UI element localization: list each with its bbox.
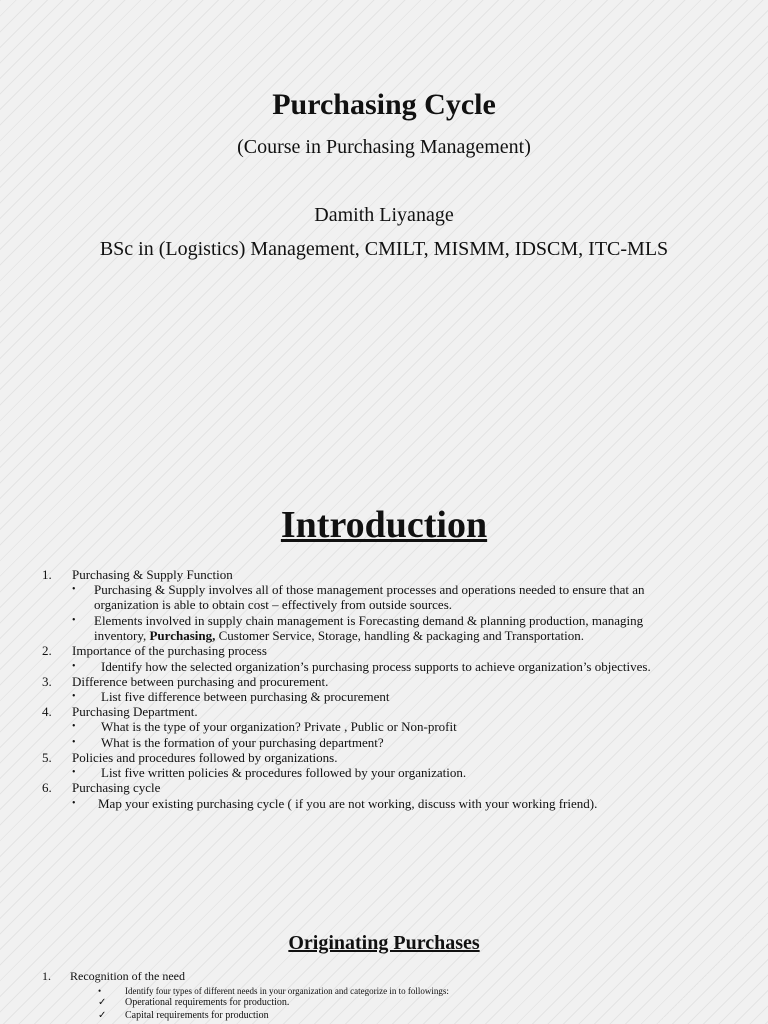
document-subtitle: (Course in Purchasing Management) [237,136,531,158]
sub-item-text: Map your existing purchasing cycle ( if you are not working, discuss with your working friend). [98,796,598,811]
bullet-icon: • [72,721,76,732]
author-name: Damith Liyanage [314,204,454,226]
list-item-label: Recognition of the need [70,969,185,983]
sub-item-text: List five difference between purchasing & procurement [101,689,390,704]
list-item-number: 2. [42,643,52,658]
sub-item-text-part: inventory, [94,628,150,643]
check-item-text: Capital requirements for production [125,1010,269,1021]
bullet-icon: • [98,986,102,996]
list-item-label: Purchasing cycle [72,780,161,795]
check-item-text: Operational requirements for production. [125,997,290,1008]
bullet-icon: • [72,661,76,672]
bullet-icon: • [72,767,76,778]
list-item-label: Policies and procedures followed by organizations. [72,750,338,765]
document-title: Purchasing Cycle [272,88,496,121]
bullet-icon: • [72,584,76,595]
originating-purchases-heading: Originating Purchases [288,932,480,954]
list-item-label: Difference between purchasing and procurement. [72,674,329,689]
sub-item-text: Elements involved in supply chain management is Forecasting demand & planning production, managing [94,613,644,628]
bullet-icon: • [72,737,76,748]
sub-item-text [94,628,584,643]
list-item-label: Purchasing Department. [72,704,198,719]
sub-item-text: organization is able to obtain cost – effectively from outside sources. [94,597,453,612]
list-item-label: Importance of the purchasing process [72,643,267,658]
checkmark-icon: ✓ [98,997,107,1008]
sub-item-text: List five written policies & procedures followed by your organization. [101,765,467,780]
sub-item-text-part: Customer Service, Storage, handling & packaging and Transportation. [215,628,584,643]
sub-item-text: What is the type of your organization? Private , Public or Non-profit [101,719,457,734]
list-item-number: 5. [42,750,52,765]
list-item-number: 6. [42,780,52,795]
list-item-number: 3. [42,674,52,689]
list-item-number: 1. [42,969,51,983]
bullet-icon: • [72,615,76,626]
sub-item-text: Identify four types of different needs in your organization and categorize in to followings: [125,986,449,996]
bullet-icon: • [72,798,76,809]
checkmark-icon: ✓ [98,1010,107,1021]
author-credentials: BSc in (Logistics) Management, CMILT, MISMM, IDSCM, ITC-MLS [99,238,669,260]
list-item-number: 1. [42,567,52,582]
bullet-icon: • [72,691,76,702]
list-item-label: Purchasing & Supply Function [72,567,233,582]
introduction-heading: Introduction [280,504,488,546]
sub-item-text: What is the formation of your purchasing department? [101,735,384,750]
list-item-number: 4. [42,704,52,719]
sub-item-bold-text: Purchasing, [149,628,216,643]
sub-item-text: Purchasing & Supply involves all of those management processes and operations needed to ensure that an [94,582,645,597]
sub-item-text: Identify how the selected organization’s purchasing process supports to achieve organization’s objectives. [101,659,651,674]
